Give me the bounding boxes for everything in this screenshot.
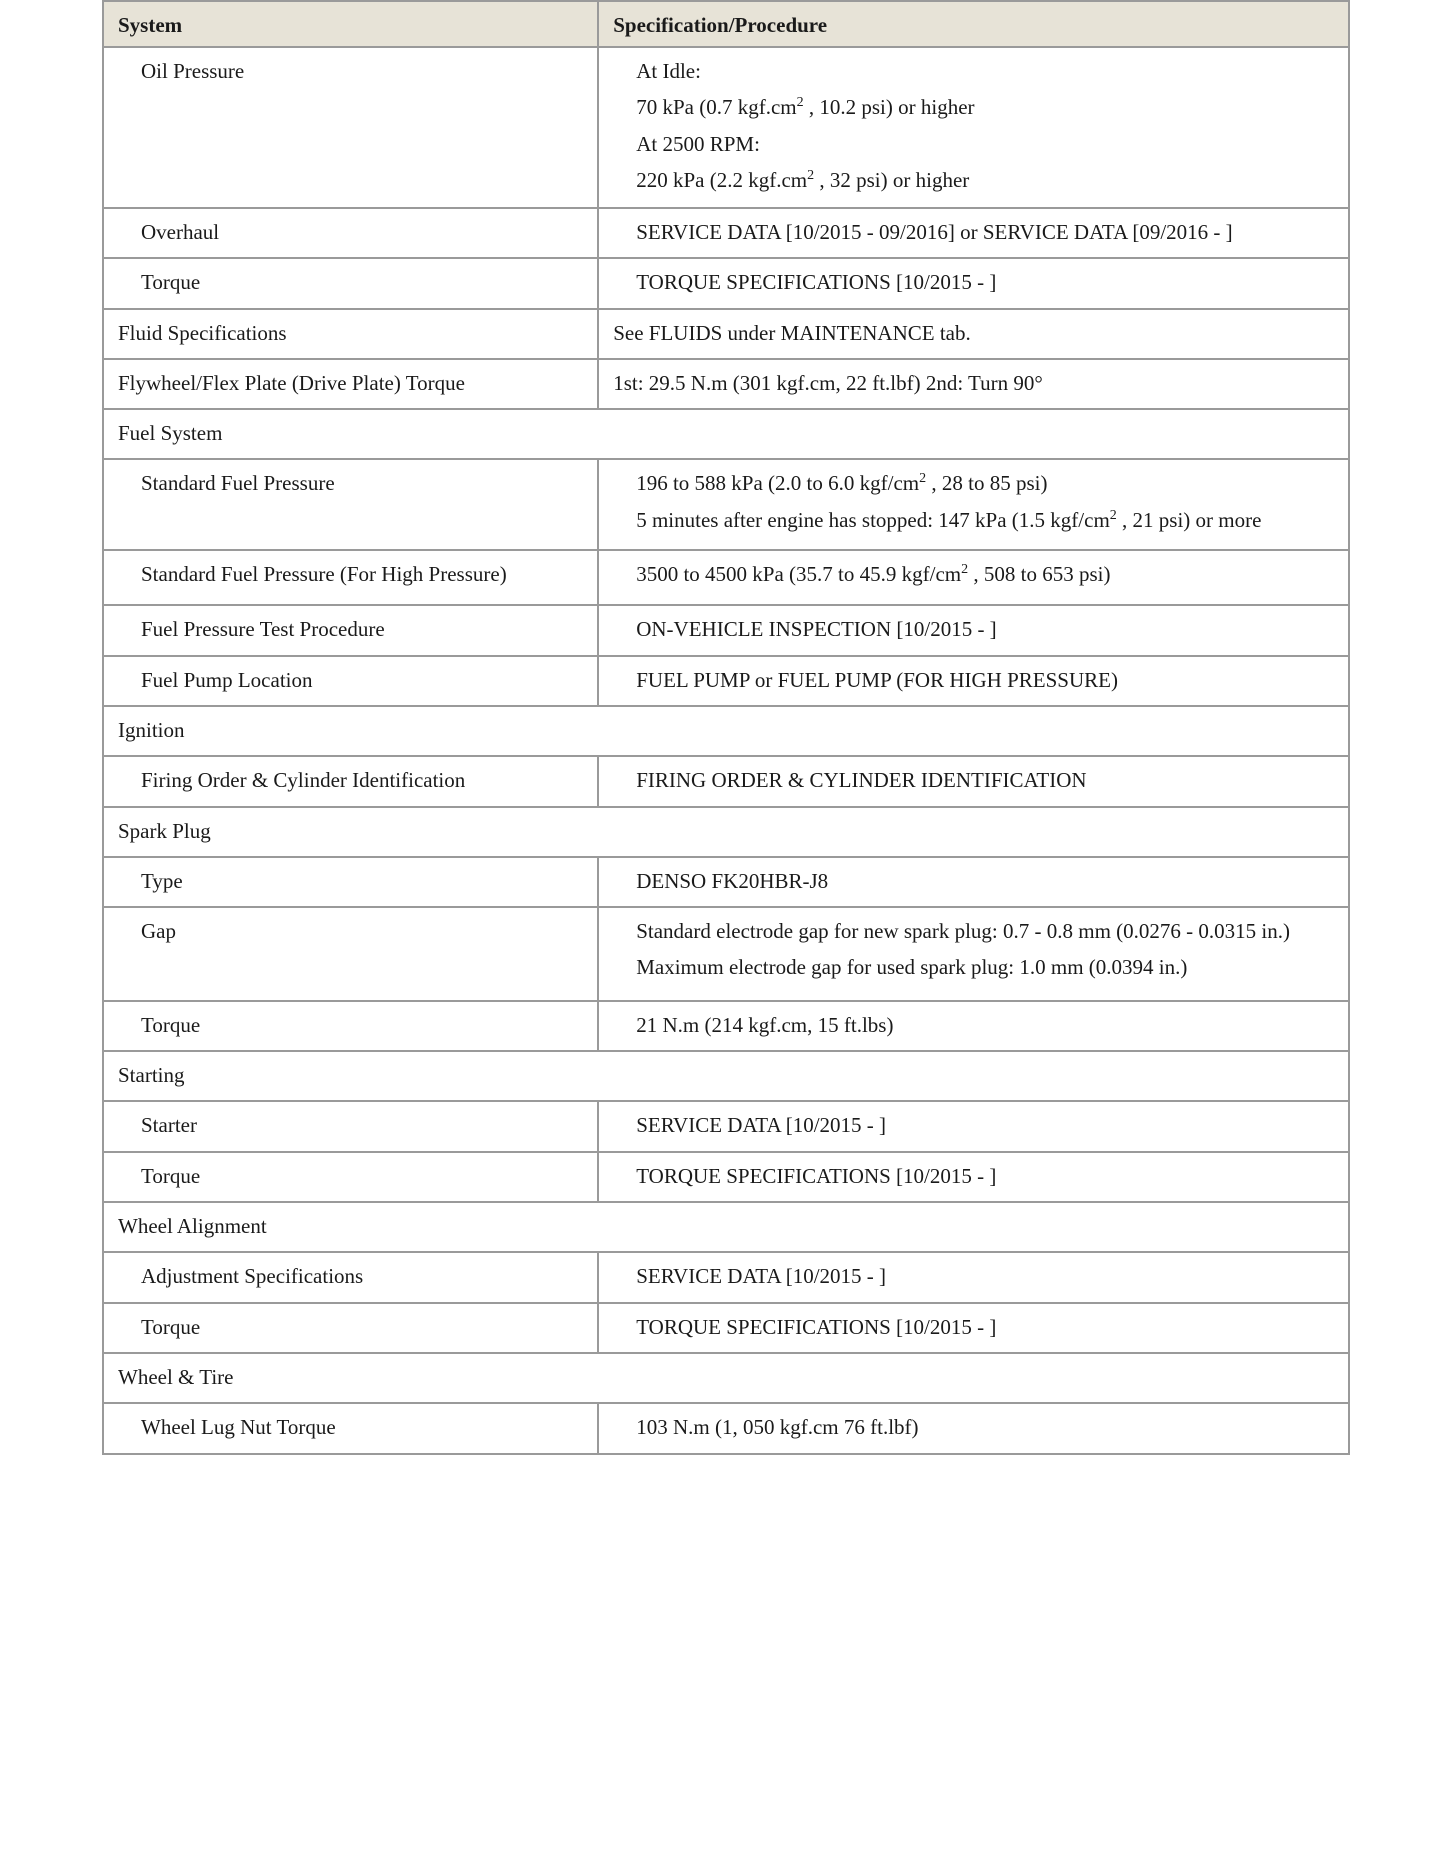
row-value: SERVICE DATA [10/2015 - ]	[598, 1252, 1349, 1302]
value-line	[636, 94, 1334, 130]
row-value: FIRING ORDER & CYLINDER IDENTIFICATION	[598, 756, 1349, 806]
row-label: Fuel Pressure Test Procedure	[103, 605, 598, 655]
section-heading: Starting	[103, 1051, 1349, 1101]
value-text: 220 kPa (2.2 kgf.cm	[636, 167, 808, 192]
specification-table	[102, 0, 1350, 1455]
row-value: TORQUE SPECIFICATIONS [10/2015 - ]	[598, 1152, 1349, 1202]
section-heading: Spark Plug	[103, 807, 1349, 857]
table-header-row	[103, 1, 1349, 47]
row-value: 1st: 29.5 N.m (301 kgf.cm, 22 ft.lbf) 2nd: Turn 90°	[598, 359, 1349, 409]
value-text: 5 minutes after engine has stopped: 147 kPa (1.5 kgf/cm	[636, 507, 1110, 532]
section-row-spark-plug	[103, 807, 1349, 857]
value-text: 196 to 588 kPa (2.0 to 6.0 kgf/cm	[636, 471, 920, 496]
table-row-alignment-torque	[103, 1303, 1349, 1353]
row-label: Oil Pressure	[103, 47, 598, 208]
table-row-starter	[103, 1101, 1349, 1151]
row-label: Torque	[103, 1303, 598, 1353]
row-value: FUEL PUMP or FUEL PUMP (FOR HIGH PRESSURE)	[598, 656, 1349, 706]
table-row-spark-plug-type	[103, 857, 1349, 907]
table-row-starting-torque	[103, 1152, 1349, 1202]
row-value	[598, 47, 1349, 208]
superscript: 2	[961, 562, 969, 578]
table-row-standard-fuel-pressure-high	[103, 550, 1349, 605]
row-value: 21 N.m (214 kgf.cm, 15 ft.lbs)	[598, 1001, 1349, 1051]
value-line	[636, 470, 1334, 506]
value-line: At Idle:	[636, 59, 701, 83]
table-row-fuel-pressure-test	[103, 605, 1349, 655]
section-row-fuel-system	[103, 409, 1349, 459]
row-label: Fluid Specifications	[103, 309, 598, 359]
value-text: , 21 psi) or more	[1116, 507, 1262, 532]
table-row-fuel-pump-location	[103, 656, 1349, 706]
row-value	[598, 550, 1349, 605]
value-text: , 10.2 psi) or higher	[803, 95, 975, 120]
row-label: Adjustment Specifications	[103, 1252, 598, 1302]
value-line	[636, 167, 1334, 194]
row-value: SERVICE DATA [10/2015 - 09/2016] or SERVICE DATA [09/2016 - ]	[598, 208, 1349, 258]
value-text: 3500 to 4500 kPa (35.7 to 45.9 kgf/cm	[636, 562, 962, 587]
section-heading: Wheel Alignment	[103, 1202, 1349, 1252]
value-text: , 508 to 653 psi)	[968, 562, 1111, 587]
table-row-firing-order	[103, 756, 1349, 806]
row-value: TORQUE SPECIFICATIONS [10/2015 - ]	[598, 1303, 1349, 1353]
section-row-wheel-tire	[103, 1353, 1349, 1403]
section-heading: Wheel & Tire	[103, 1353, 1349, 1403]
section-row-wheel-alignment	[103, 1202, 1349, 1252]
row-label: Standard Fuel Pressure	[103, 459, 598, 550]
table-row-oil-pressure	[103, 47, 1349, 208]
table-row-spark-plug-torque	[103, 1001, 1349, 1051]
table-row-overhaul	[103, 208, 1349, 258]
superscript: 2	[807, 167, 815, 183]
value-line: At 2500 RPM:	[636, 131, 760, 156]
table-row-torque	[103, 258, 1349, 308]
row-label: Standard Fuel Pressure (For High Pressure)	[103, 550, 598, 605]
table-row-flywheel	[103, 359, 1349, 409]
row-value: See FLUIDS under MAINTENANCE tab.	[598, 309, 1349, 359]
row-label: Torque	[103, 1001, 598, 1051]
header-specification: Specification/Procedure	[598, 1, 1349, 47]
value-text: 70 kPa (0.7 kgf.cm	[636, 95, 797, 120]
section-heading: Ignition	[103, 706, 1349, 756]
row-label: Torque	[103, 258, 598, 308]
row-label: Overhaul	[103, 208, 598, 258]
row-value: ON-VEHICLE INSPECTION [10/2015 - ]	[598, 605, 1349, 655]
section-heading: Fuel System	[103, 409, 1349, 459]
row-label: Firing Order & Cylinder Identification	[103, 756, 598, 806]
section-row-ignition	[103, 706, 1349, 756]
row-value	[598, 459, 1349, 550]
value-text: , 32 psi) or higher	[814, 167, 970, 192]
value-line: Standard electrode gap for new spark plug: 0.7 - 0.8 mm (0.0276 - 0.0315 in.)	[636, 919, 1290, 944]
row-value: 103 N.m (1, 050 kgf.cm 76 ft.lbf)	[598, 1403, 1349, 1453]
row-label: Starter	[103, 1101, 598, 1151]
value-line	[636, 561, 1334, 588]
table-row-standard-fuel-pressure	[103, 459, 1349, 550]
section-row-starting	[103, 1051, 1349, 1101]
superscript: 2	[1109, 507, 1117, 523]
row-value: DENSO FK20HBR-J8	[598, 857, 1349, 907]
value-line	[636, 507, 1334, 534]
value-line: Maximum electrode gap for used spark plug: 1.0 mm (0.0394 in.)	[636, 954, 1188, 979]
table-row-adjustment-specifications	[103, 1252, 1349, 1302]
row-label: Type	[103, 857, 598, 907]
row-label: Wheel Lug Nut Torque	[103, 1403, 598, 1453]
row-label: Fuel Pump Location	[103, 656, 598, 706]
row-label: Torque	[103, 1152, 598, 1202]
table-row-spark-plug-gap	[103, 907, 1349, 1001]
row-label: Gap	[103, 907, 598, 1001]
value-text: , 28 to 85 psi)	[926, 471, 1048, 496]
table-row-fluid-specifications	[103, 309, 1349, 359]
superscript: 2	[796, 95, 804, 111]
row-label: Flywheel/Flex Plate (Drive Plate) Torque	[103, 359, 598, 409]
row-value: TORQUE SPECIFICATIONS [10/2015 - ]	[598, 258, 1349, 308]
superscript: 2	[919, 471, 927, 487]
row-value: SERVICE DATA [10/2015 - ]	[598, 1101, 1349, 1151]
table-row-wheel-lug-nut-torque	[103, 1403, 1349, 1453]
header-system: System	[103, 1, 598, 47]
row-value	[598, 907, 1349, 1001]
